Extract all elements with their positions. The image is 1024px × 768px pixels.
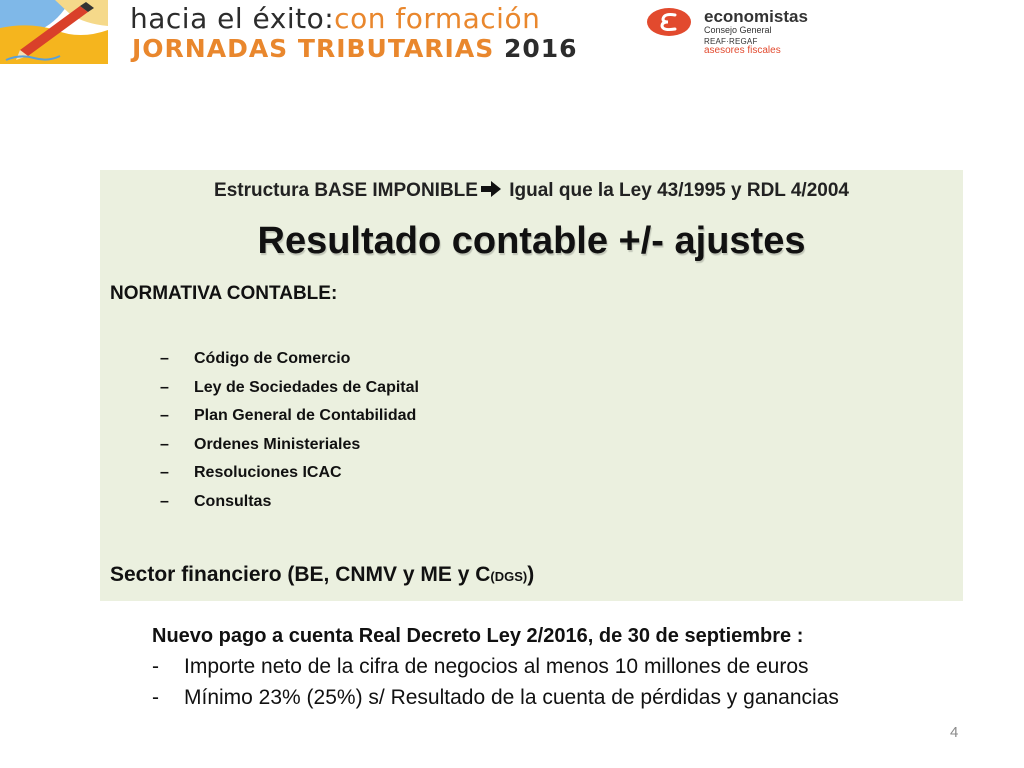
structure-post: Igual que la Ley 43/1995 y RDL 4/2004 <box>503 180 849 201</box>
normativa-list <box>160 350 419 522</box>
pago-item: - Mínimo 23% (25%) s/ Resultado de la cuenta de pérdidas y ganancias <box>152 686 839 709</box>
list-item: – Resoluciones ICAC <box>160 464 342 482</box>
sector-close: ) <box>527 563 535 586</box>
banner-slogan <box>130 2 540 36</box>
list-item: – Plan General de Contabilidad <box>160 407 417 425</box>
slide-title: Resultado contable +/- ajustes <box>257 220 806 262</box>
pago-title: Nuevo pago a cuenta Real Decreto Ley 2/2016, de 30 de septiembre : <box>152 625 804 647</box>
sector-small: (DGS) <box>490 569 528 584</box>
org-sub: Consejo General <box>704 25 772 35</box>
normativa-heading: NORMATIVA CONTABLE: <box>110 283 338 304</box>
org-name: economistas <box>704 7 808 26</box>
slogan-dark: hacia el éxito: <box>130 2 335 35</box>
org-asesores: asesores fiscales <box>704 45 781 56</box>
slogan-orange: con formación <box>334 2 541 35</box>
event-year: 2016 <box>503 34 578 63</box>
org-reaf: REAF·REGAF <box>704 37 758 46</box>
economistas-logo-icon <box>646 7 692 37</box>
pago-item: - Importe neto de la cifra de negocios al menos 10 millones de euros <box>152 655 809 678</box>
right-arrow-icon <box>480 180 502 198</box>
sector-main: Sector financiero (BE, CNMV y ME y C <box>110 563 491 586</box>
structure-pre: Estructura BASE IMPONIBLE <box>214 180 478 201</box>
list-item: – Ley de Sociedades de Capital <box>160 378 419 396</box>
banner-event <box>132 34 578 63</box>
pencil-drawing-icon <box>0 0 110 64</box>
structure-line <box>100 180 963 202</box>
list-item: – Ordenes Ministeriales <box>160 435 361 453</box>
org-logo-text <box>704 8 808 56</box>
page-number: 4 <box>950 724 959 741</box>
sector-line <box>110 563 534 587</box>
list-item: – Consultas <box>160 492 272 510</box>
event-name: JORNADAS TRIBUTARIAS <box>132 34 495 63</box>
list-item: – Código de Comercio <box>160 350 351 367</box>
content-box <box>100 170 963 601</box>
